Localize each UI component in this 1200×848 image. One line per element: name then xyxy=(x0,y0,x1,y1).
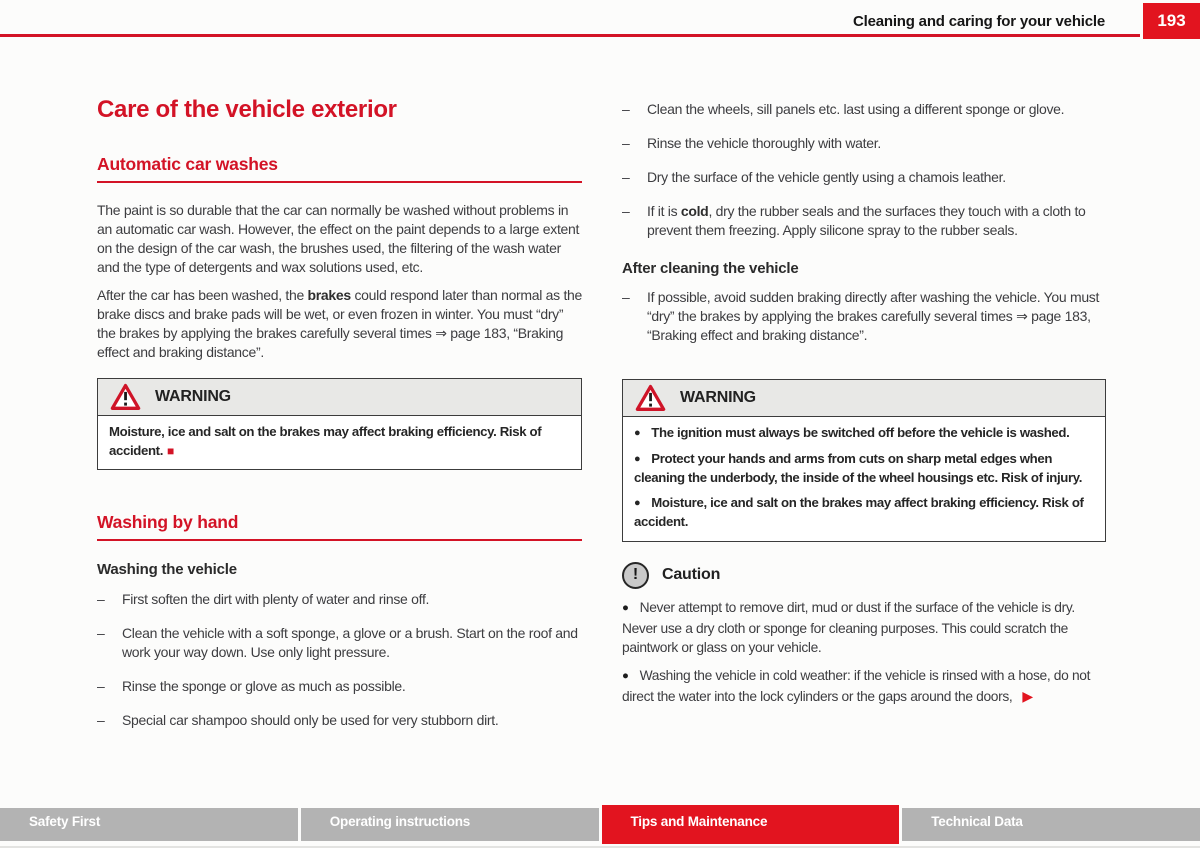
footer-section-tabs xyxy=(0,805,1200,844)
subheading-washing-the-vehicle: Washing the vehicle xyxy=(97,561,237,578)
warning-triangle-icon xyxy=(635,384,666,412)
page-number-badge: 193 xyxy=(1143,3,1200,39)
warning-header xyxy=(98,379,581,416)
footer-tab-operating-instructions: Operating instructions xyxy=(301,808,599,841)
caution-title: Caution xyxy=(662,566,721,583)
warning-text-content: The ignition must always be switched off before the vehicle is washed. xyxy=(651,425,1070,440)
list-item-bold: cold xyxy=(680,203,709,219)
list-item-text: Clean the vehicle with a soft sponge, a glove or a brush. Start on the roof and work your way down. Use only light pressure. xyxy=(122,625,578,660)
dash-marker: – xyxy=(97,625,105,641)
list-item-text: If possible, avoid sudden braking directly after washing the vehicle. You must “dry” the brakes by applying the brakes carefully several times ⇒ page 183, “Braking effect and braking distance”. xyxy=(647,289,1100,343)
warning-header xyxy=(623,380,1105,417)
list-item-text: Rinse the vehicle thoroughly with water. xyxy=(647,135,881,151)
warning-text xyxy=(634,494,1094,532)
continued-next-page-icon: ▶ xyxy=(1022,687,1033,704)
list-item-text: First soften the dirt with plenty of water and rinse off. xyxy=(122,591,430,607)
bullet-dot-marker: ● xyxy=(622,669,629,682)
caution-text xyxy=(622,598,1106,657)
main-title: Care of the vehicle exterior xyxy=(97,96,397,123)
warning-title: WARNING xyxy=(155,388,231,405)
list-item xyxy=(622,168,1106,187)
list-item xyxy=(97,677,582,696)
dash-marker: – xyxy=(622,169,630,185)
dash-marker: – xyxy=(97,678,105,694)
caution-text xyxy=(622,666,1106,706)
warning-text xyxy=(634,424,1094,444)
paragraph-text: After the car has been washed, the xyxy=(97,287,308,303)
warning-text xyxy=(109,423,570,460)
left-column xyxy=(97,40,582,745)
bullet-dot-marker: ● xyxy=(634,452,641,465)
list-item xyxy=(622,202,1106,240)
paragraph: The paint is so durable that the car can normally be washed without problems in an automatic car wash. However, the effect on the paint depends to a large extent on the design of the car wash, the brushes used, the filtering of the wash water and the type of detergents and wax solutions used, etc. xyxy=(97,202,580,275)
header-rule xyxy=(0,34,1140,37)
warning-text xyxy=(634,450,1094,488)
footer-tab-safety-first: Safety First xyxy=(0,808,298,841)
list-item xyxy=(622,134,1106,153)
warning-box xyxy=(97,378,582,470)
page-content xyxy=(97,40,1106,745)
warning-text-content: Moisture, ice and salt on the brakes may affect braking efficiency. Risk of accident. xyxy=(634,494,1084,529)
section-title-washing-by-hand: Washing by hand xyxy=(97,512,582,541)
list-item xyxy=(622,288,1106,345)
caution-header xyxy=(622,562,1106,589)
warning-box xyxy=(622,379,1106,542)
list-item-text: If it is xyxy=(647,203,681,219)
instruction-list xyxy=(97,590,582,730)
dash-marker: – xyxy=(622,203,630,219)
warning-body xyxy=(623,417,1105,541)
warning-text-content: Moisture, ice and salt on the brakes may affect braking efficiency. Risk of accident. xyxy=(109,424,542,458)
instruction-list xyxy=(622,288,1106,345)
bullet-dot-marker: ● xyxy=(634,496,641,509)
warning-body xyxy=(98,416,581,469)
list-item-text: Special car shampoo should only be used for very stubborn dirt. xyxy=(122,712,499,728)
list-item-text: , dry the rubber seals and the surfaces they touch with a cloth to prevent them freezing. Apply silicone spray to the rubber seals. xyxy=(647,203,1086,238)
list-item xyxy=(97,711,582,730)
paragraph xyxy=(97,286,582,362)
caution-circle-exclamation-icon: ! xyxy=(622,562,649,589)
bullet-dot-marker: ● xyxy=(634,427,641,439)
paragraph-text: could respond later than normal as the brake discs and brake pads will be wet, or even frozen in winter. You must “dry” the brakes by applying the brakes carefully several times ⇒ page 183, “Braking effect and braking distance”. xyxy=(97,287,583,360)
warning-text-content: Protect your hands and arms from cuts on sharp metal edges when cleaning the underbody, the inside of the wheel housings etc. Risk of injury. xyxy=(634,450,1083,485)
end-of-section-icon: ■ xyxy=(167,443,174,458)
footer-tab-tips-and-maintenance: Tips and Maintenance xyxy=(602,805,900,844)
dash-marker: – xyxy=(97,591,105,607)
dash-marker: – xyxy=(622,101,630,117)
dash-marker: – xyxy=(97,712,105,728)
dash-marker: – xyxy=(622,289,630,305)
instruction-list xyxy=(622,100,1106,240)
list-item xyxy=(97,590,582,609)
bullet-dot-marker: ● xyxy=(622,601,629,614)
list-item xyxy=(97,624,582,662)
list-item xyxy=(622,100,1106,119)
dash-marker: – xyxy=(622,135,630,151)
list-item-text: Clean the wheels, sill panels etc. last using a different sponge or glove. xyxy=(647,101,1065,117)
caution-text-content: Washing the vehicle in cold weather: if the vehicle is rinsed with a hose, do not direct the water into the lock cylinders or the gaps around the doors, xyxy=(622,667,1091,704)
list-item-text: Rinse the sponge or glove as much as possible. xyxy=(122,678,406,694)
page-header xyxy=(0,0,1200,40)
warning-triangle-icon xyxy=(110,383,141,411)
list-item-text: Dry the surface of the vehicle gently using a chamois leather. xyxy=(647,169,1006,185)
footer-tab-technical-data: Technical Data xyxy=(902,808,1200,841)
paragraph-bold: brakes xyxy=(307,287,351,303)
right-column xyxy=(622,40,1106,745)
caution-text-content: Never attempt to remove dirt, mud or dust if the surface of the vehicle is dry. Never use a dry cloth or sponge for cleaning purposes. This could scratch the paintwork or glass on your vehicle. xyxy=(622,599,1075,655)
caution-section xyxy=(622,562,1106,706)
warning-title: WARNING xyxy=(680,389,756,406)
subheading-after-cleaning: After cleaning the vehicle xyxy=(622,260,799,277)
section-title-automatic-car-washes: Automatic car washes xyxy=(97,154,582,183)
chapter-title: Cleaning and caring for your vehicle xyxy=(852,13,1105,30)
